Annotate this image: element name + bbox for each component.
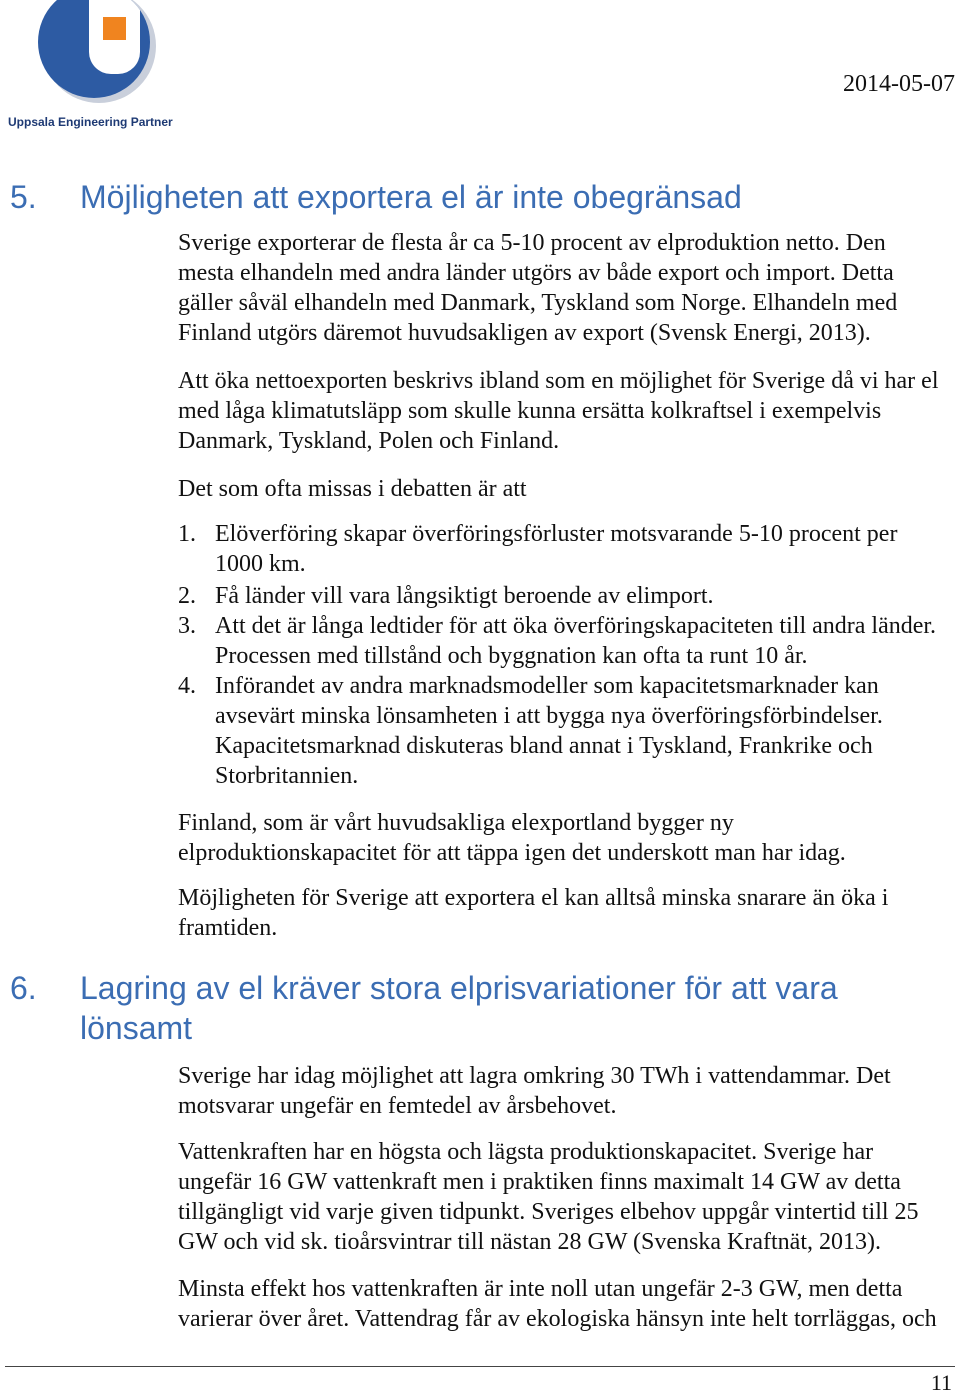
list-item-line: 1000 km. <box>215 551 306 577</box>
paragraph <box>178 474 527 504</box>
paragraph-line: med låga klimatutsläpp som skulle kunna ersätta kolkraftsel i exempelvis <box>178 398 882 424</box>
company-logo <box>0 0 176 112</box>
paragraph-line: motsvarar ungefär en femtedel av årsbehovet. <box>178 1093 617 1119</box>
section-title-line: lönsamt <box>80 1010 193 1046</box>
list-item-line: Införandet av andra marknadsmodeller som kapacitetsmarknader kan <box>215 673 879 699</box>
list-item-text <box>215 581 714 611</box>
section-title-line: Lagring av el kräver stora elprisvariationer för att vara <box>80 970 838 1006</box>
paragraph-line: gäller såväl elhandeln med Danmark, Tyskland som Norge. Elhandeln med <box>178 290 898 316</box>
list-item-text <box>215 671 883 791</box>
paragraph <box>178 1274 937 1334</box>
document-date: 2014-05-07 <box>843 71 955 97</box>
list-item-text <box>215 611 936 671</box>
paragraph-line: elproduktionskapacitet för att täppa igen det underskott man har idag. <box>178 840 846 866</box>
paragraph-line: Det som ofta missas i debatten är att <box>178 476 527 502</box>
paragraph-line: Att öka nettoexporten beskrivs ibland som en möjlighet för Sverige då vi har el <box>178 368 939 394</box>
logo-wordmark: Uppsala Engineering Partner <box>8 115 173 129</box>
paragraph-line: Sverige exporterar de flesta år ca 5-10 procent av elproduktion netto. Den <box>178 230 886 256</box>
paragraph <box>178 366 939 456</box>
paragraph <box>178 1137 919 1257</box>
paragraph-line: framtiden. <box>178 915 278 941</box>
list-item-line: Storbritannien. <box>215 763 359 789</box>
list-item <box>178 671 883 791</box>
paragraph <box>178 883 888 943</box>
page-number: 11 <box>930 1370 952 1395</box>
paragraph-line: tillgängligt vid varje given tidpunkt. Sveriges elbehov uppgår vintertid till 25 <box>178 1199 919 1225</box>
paragraph-line: varierar över året. Vattendrag får av ekologiska hänsyn inte helt torrläggas, och <box>178 1306 937 1332</box>
paragraph-line: Sverige har idag möjlighet att lagra omkring 30 TWh i vattendammar. Det <box>178 1063 891 1089</box>
list-item <box>178 611 936 671</box>
paragraph <box>178 808 846 868</box>
paragraph-line: mesta elhandeln med andra länder utgörs av både export och import. Detta <box>178 260 894 286</box>
list-item-line: Kapacitetsmarknad diskuteras bland annat i Tyskland, Frankrike och <box>215 733 873 759</box>
paragraph-line: GW och vid sk. tioårsvintrar till nästan 28 GW (Svenska Kraftnät, 2013). <box>178 1229 881 1255</box>
paragraph-line: Vattenkraften har en högsta och lägsta produktionskapacitet. Sverige har <box>178 1139 874 1165</box>
paragraph-line: Danmark, Tyskland, Polen och Finland. <box>178 428 560 454</box>
list-item-line: Få länder vill vara långsiktigt beroende av elimport. <box>215 583 714 609</box>
paragraph-line: Möjligheten för Sverige att exportera el kan alltså minska snarare än öka i <box>178 885 889 911</box>
list-item-text <box>215 519 897 579</box>
paragraph-line: Finland utgörs däremot huvudsakligen av export (Svensk Energi, 2013). <box>178 320 871 346</box>
list-item-number: 3. <box>178 613 196 639</box>
list-item-number: 4. <box>178 673 196 699</box>
list-item-line: Elöverföring skapar överföringsförluster motsvarande 5-10 procent per <box>215 521 898 547</box>
section-heading-5 <box>10 177 742 217</box>
list-item-number: 2. <box>178 583 196 609</box>
logo-orange-square <box>103 17 126 40</box>
paragraph-line: ungefär 16 GW vattenkraft men i praktiken finns maximalt 14 GW av detta <box>178 1169 901 1195</box>
section-number: 5. <box>10 179 37 215</box>
list-item-number: 1. <box>178 521 196 547</box>
list-item <box>178 581 714 611</box>
list-item-line: avsevärt minska lönsamheten i att bygga nya överföringsförbindelser. <box>215 703 883 729</box>
paragraph <box>178 1061 891 1121</box>
section-number: 6. <box>10 970 37 1006</box>
paragraph-line: Minsta effekt hos vattenkraften är inte noll utan ungefär 2-3 GW, men detta <box>178 1276 903 1302</box>
section-title: Möjligheten att exportera el är inte obegränsad <box>80 179 742 215</box>
section-title <box>80 968 838 1048</box>
paragraph-line: Finland, som är vårt huvudsakliga elexportland bygger ny <box>178 810 734 836</box>
footer-divider <box>5 1366 955 1367</box>
section-heading-6 <box>10 968 838 1048</box>
list-item <box>178 519 897 579</box>
list-item-line: Att det är långa ledtider för att öka överföringskapaciteten till andra länder. <box>215 613 937 639</box>
list-item-line: Processen med tillstånd och byggnation kan ofta ta runt 10 år. <box>215 643 808 669</box>
paragraph <box>178 228 897 348</box>
